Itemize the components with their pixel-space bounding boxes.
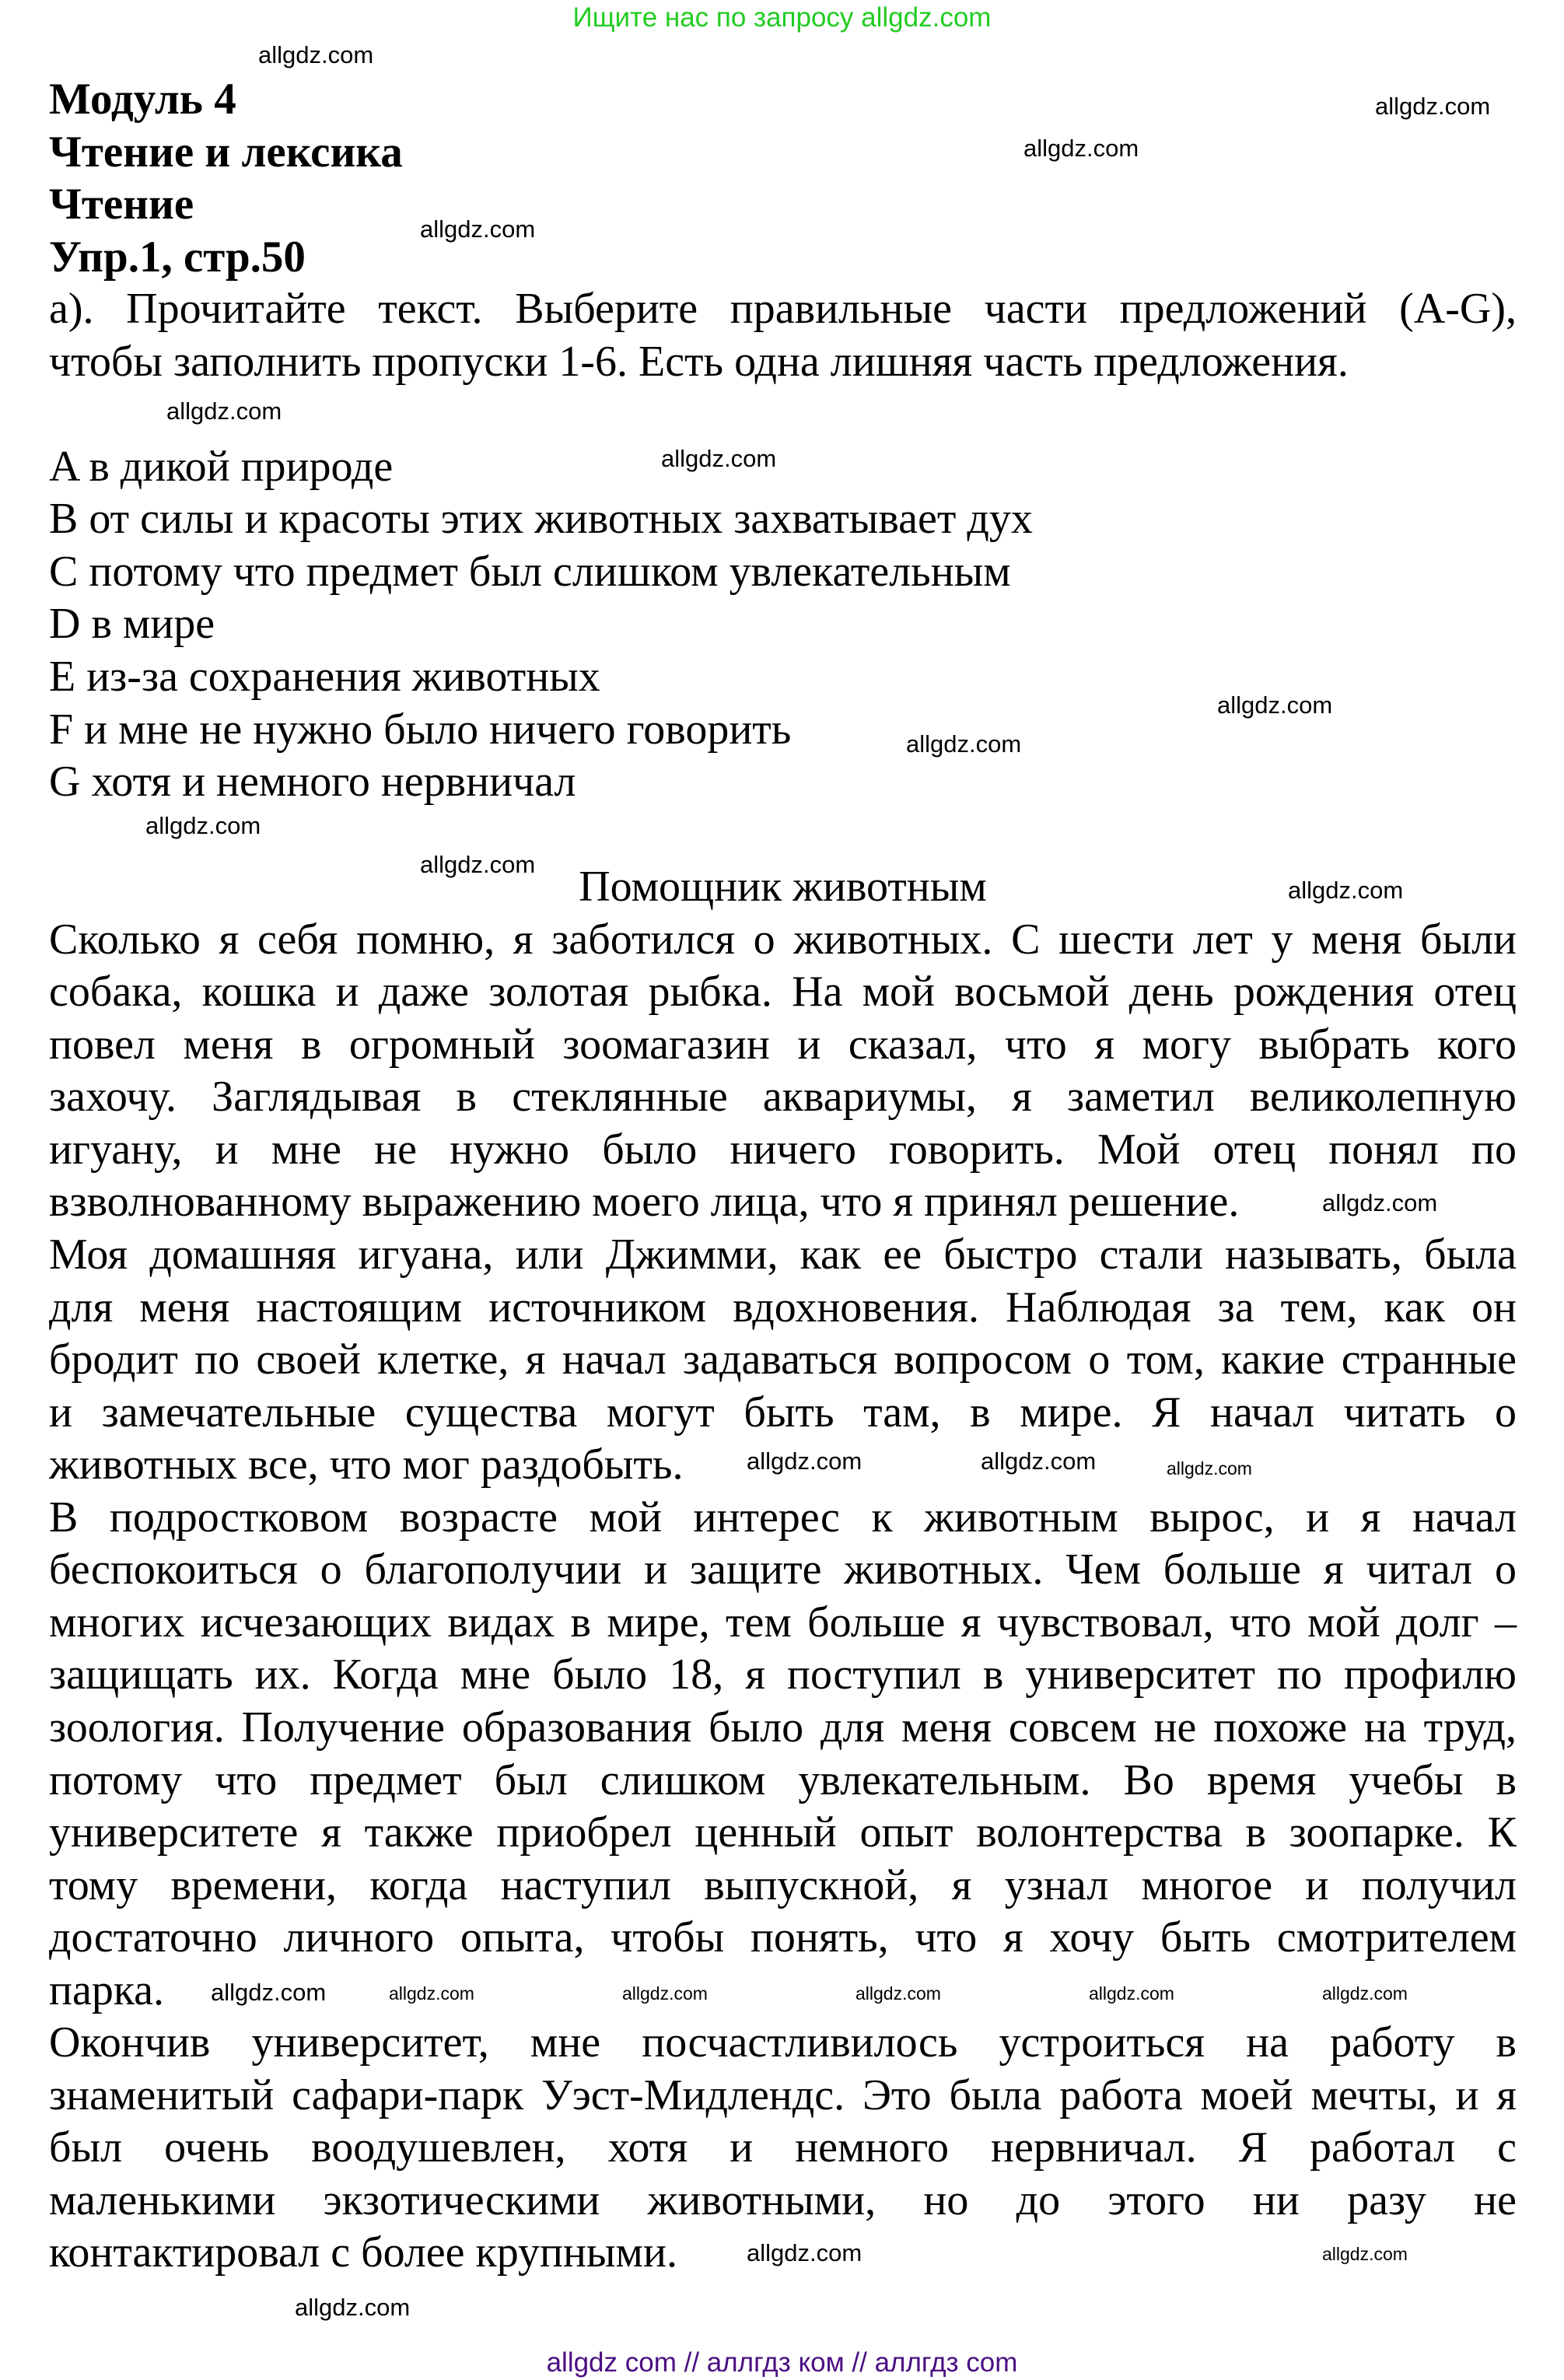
paragraph-line: взволнованному выражению моего лица, что я принял решение.: [49, 1178, 1240, 1227]
paragraph-line: Сколько я себя помню, я заботился о животных. С шести лет у меня были: [49, 915, 1517, 964]
option-b: B от силы и красоты этих животных захватывает дух: [49, 495, 1033, 544]
option-a: A в дикой природе: [49, 442, 394, 491]
paragraph-line: повел меня в огромный зоомагазин и сказал, что я могу выбрать кого: [49, 1020, 1517, 1069]
watermark: allgdz.com: [1375, 93, 1491, 120]
option-c: C потому что предмет был слишком увлекательным: [49, 547, 1011, 596]
spacer: [49, 809, 1517, 862]
paragraph-line: бродит по своей клетке, я начал задаваться вопросом о том, какие странные: [49, 1335, 1517, 1384]
paragraph-line: контактировал с более крупными.: [49, 2228, 677, 2277]
paragraph-line: животных все, что мог раздобыть.: [49, 1440, 684, 1489]
instruction-line: а). Прочитайте текст. Выберите правильные части предложений (A-G),: [49, 285, 1517, 334]
watermark: allgdz.com: [1217, 691, 1333, 719]
paragraph-line: зоология. Получение образования было для меня совсем не похоже на труд,: [49, 1703, 1517, 1752]
paragraph-line: потому что предмет был слишком увлекательным. Во время учебы в: [49, 1755, 1517, 1804]
exercise-heading: Упр.1, стр.50: [49, 232, 306, 282]
paragraph-line: многих исчезающих видах в мире, тем больше я чувствовал, что мой долг –: [49, 1598, 1517, 1647]
watermark: allgdz.com: [1322, 2244, 1408, 2264]
paragraph-line: Моя домашняя игуана, или Джимми, как ее быстро стали называть, была: [49, 1230, 1517, 1279]
paragraph-line: Окончив университет, мне посчастливилось устроиться на работу в: [49, 2018, 1517, 2067]
watermark: allgdz.com: [389, 1983, 474, 2004]
watermark: allgdz.com: [1322, 1983, 1408, 2004]
paragraph-line: достаточно личного опыта, чтобы понять, что я хочу быть смотрителем: [49, 1913, 1517, 1962]
watermark: allgdz.com: [747, 2239, 862, 2266]
paragraph-line: был очень воодушевлен, хотя и немного нервничал. Я работал с: [49, 2123, 1517, 2172]
section-heading: Чтение и лексика: [49, 127, 403, 177]
paragraph-line: маленькими экзотическими животными, но до этого ни разу не: [49, 2175, 1517, 2224]
paragraph-line: парка.: [49, 1965, 165, 2014]
paragraph-line: и замечательные существа могут быть там, в мире. Я начал читать о: [49, 1388, 1517, 1437]
option-f: F и мне не нужно было ничего говорить: [49, 705, 792, 754]
watermark: allgdz.com: [1089, 1983, 1174, 2004]
footer-links: allgdz com // аллгдз ком // аллгдз com: [546, 2347, 1018, 2378]
watermark: allgdz.com: [906, 730, 1022, 758]
option-d: D в мире: [49, 600, 215, 649]
paragraph-line: беспокоиться о благополучии и защите животных. Чем больше я читал о: [49, 1545, 1517, 1594]
watermark: allgdz.com: [145, 812, 261, 839]
option-e: E из-за сохранения животных: [49, 653, 600, 702]
watermark: allgdz.com: [855, 1983, 941, 2004]
instruction-line: чтобы заполнить пропуски 1-6. Есть одна лишняя часть предложения.: [49, 337, 1349, 386]
paragraph-line: защищать их. Когда мне было 18, я поступил в университет по профилю: [49, 1650, 1517, 1699]
watermark: allgdz.com: [166, 397, 282, 425]
module-heading: Модуль 4: [49, 75, 236, 124]
subsection-heading: Чтение: [49, 180, 194, 229]
text-title: Помощник животным: [579, 863, 987, 912]
watermark: allgdz.com: [420, 215, 536, 243]
watermark: allgdz.com: [981, 1447, 1097, 1475]
search-banner: Ищите нас по запросу allgdz.com: [572, 2, 992, 33]
watermark: allgdz.com: [747, 1447, 862, 1475]
paragraph-line: знаменитый сафари-парк Уэст-Мидлендс. Это была работа моей мечты, и я: [49, 2070, 1517, 2119]
watermark: allgdz.com: [1288, 877, 1404, 904]
paragraph-line: собака, кошка и даже золотая рыбка. На мой восьмой день рождения отец: [49, 968, 1517, 1017]
watermark: allgdz.com: [295, 2294, 411, 2321]
watermark: allgdz.com: [258, 41, 374, 68]
text-paragraphs: [49, 914, 1517, 2280]
watermark: allgdz.com: [211, 1979, 327, 2006]
paragraph-line: В подростковом возрасте мой интерес к животным вырос, и я начал: [49, 1493, 1517, 1542]
paragraph-line: для меня настоящим источником вдохновения. Наблюдая за тем, как он: [49, 1283, 1517, 1332]
paragraph-line: тому времени, когда наступил выпускной, я узнал многое и получил: [49, 1860, 1517, 1909]
watermark: allgdz.com: [1023, 135, 1139, 162]
paragraph-line: захочу. Заглядывая в стеклянные аквариумы, я заметил великолепную: [49, 1073, 1517, 1122]
watermark: allgdz.com: [661, 445, 777, 472]
paragraph-line: университете я также приобрел ценный опыт волонтерства в зоопарке. К: [49, 1808, 1517, 1857]
paragraph-line: игуану, и мне не нужно было ничего говорить. Мой отец понял по: [49, 1125, 1517, 1174]
watermark: allgdz.com: [622, 1983, 708, 2004]
watermark: allgdz.com: [1167, 1458, 1252, 1479]
watermark: allgdz.com: [420, 851, 536, 878]
option-g: G хотя и немного нервничал: [49, 758, 576, 807]
watermark: allgdz.com: [1322, 1189, 1438, 1216]
